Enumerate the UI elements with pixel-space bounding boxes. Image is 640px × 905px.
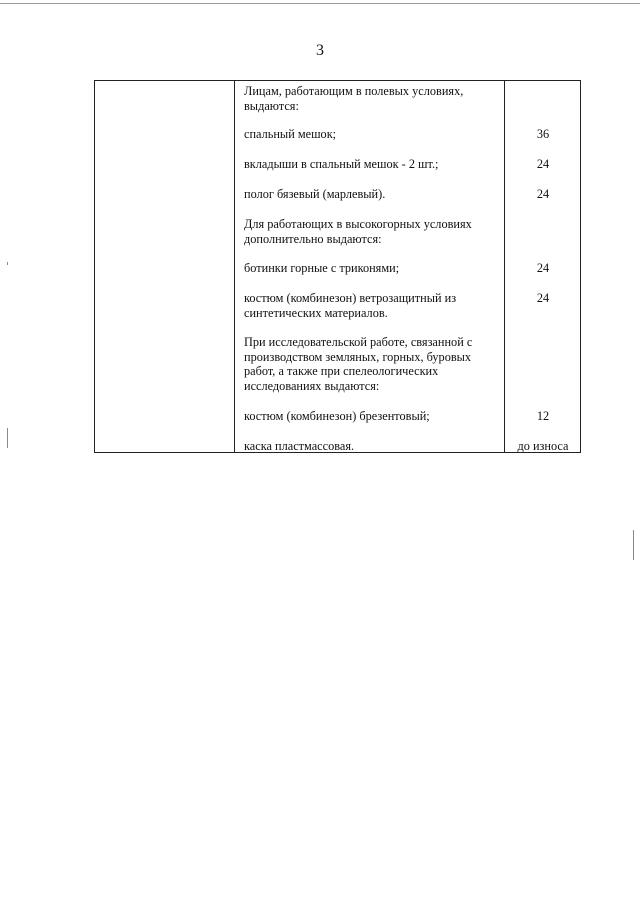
- table-row-tarpaulin-suit: костюм (комбинезон) брезентовый;: [244, 409, 430, 423]
- table-row-canopy: полог бязевый (марлевый).: [244, 187, 386, 201]
- table-value-windproof-suit: 24: [536, 291, 550, 305]
- page-number: 3: [316, 42, 324, 59]
- table-value-mountain-boots: 24: [536, 261, 550, 275]
- table-row-highland-intro: Для работающих в высокогорных условиях дополнительно выдаются:: [244, 217, 472, 246]
- table-value-canopy: 24: [536, 187, 550, 201]
- top-edge-line: [0, 3, 640, 4]
- table-row-bag-liners: вкладыши в спальный мешок - 2 шт.;: [244, 157, 439, 171]
- table-row-plastic-helmet: каска пластмассовая.: [244, 439, 355, 453]
- table-value-bag-liners: 24: [536, 157, 550, 171]
- table-row-windproof-suit: костюм (комбинезон) ветрозащитный из синтетических материалов.: [244, 291, 457, 320]
- issuance-table: [94, 80, 581, 453]
- scan-margin-mark: [7, 262, 8, 265]
- table-value-sleeping-bag: 36: [536, 127, 550, 141]
- scan-margin-mark: [7, 428, 8, 448]
- table-value-plastic-helmet: до износа: [517, 439, 569, 453]
- table-row-research-intro: При исследовательской работе, связанной с производством земляных, горных, буровых работ, а также при спелеологических исследованиях выдаются:: [244, 335, 473, 393]
- table-row-mountain-boots: ботинки горные с триконями;: [244, 261, 400, 275]
- table-row-field-intro: Лицам, работающим в полевых условиях, выдаются:: [244, 84, 464, 113]
- scan-margin-mark: [633, 530, 634, 560]
- table-row-sleeping-bag: спальный мешок;: [244, 127, 337, 141]
- table-value-tarpaulin-suit: 12: [536, 409, 550, 423]
- table-column-divider-1: [234, 81, 235, 452]
